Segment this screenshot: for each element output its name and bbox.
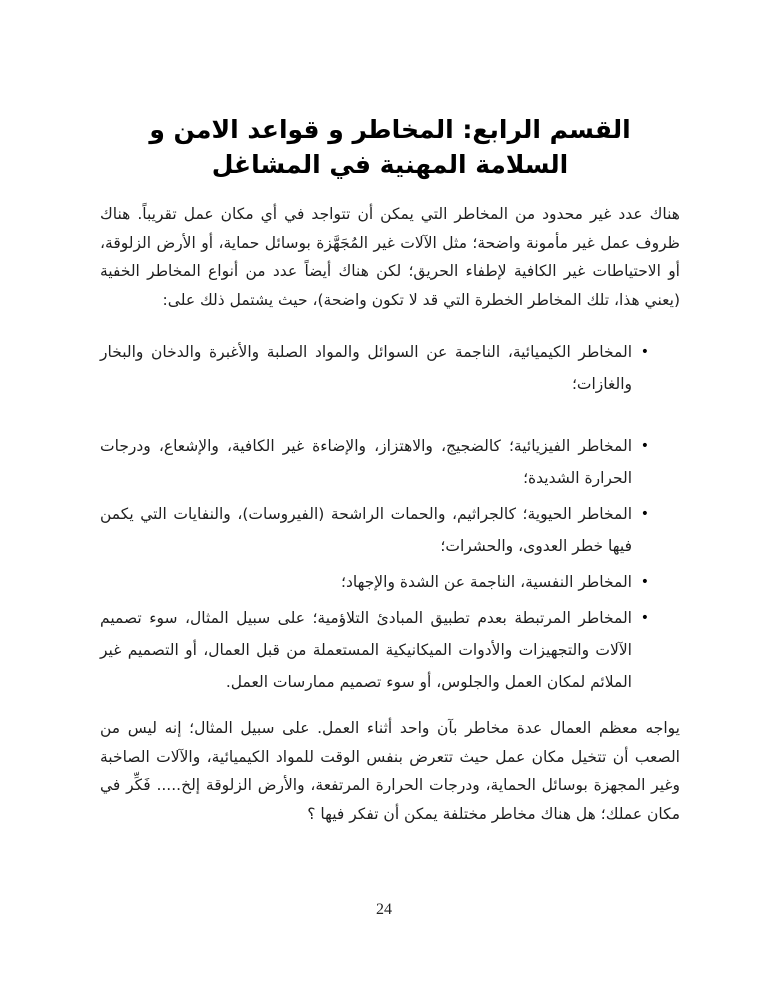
closing-paragraph: يواجه معظم العمال عدة مخاطر بآن واحد أثناء العمل. على سبيل المثال؛ إنه ليس من الصعب أن تتخيل مكان عمل حيث تتعرض بنفس الوقت للمواد الكيميائية، والآلات الصاخبة وغير المجهزة بوسائل الحماية، ودرجات الحرارة المرتفعة، والأرض الزلوقة إلخ..... فَكِّر في مكان عملك؛ هل هناك مخاطر مختلفة يمكن أن تفكر فيها ؟ xyxy=(100,719,680,823)
bullet-icon: • xyxy=(640,610,649,626)
document-title xyxy=(100,112,680,182)
list-item-text: المخاطر المرتبطة بعدم تطبيق المبادئ التلاؤمية؛ على سبيل المثال، سوء تصميم الآلات والتجهيزات والأدوات الميكانيكية المستعملة من قبل العمال، أو التصميم غير الملائم لمكان العمل والجلوس، أو سوء تصميم ممارسات العمل. xyxy=(100,609,632,691)
list-item xyxy=(100,336,649,400)
intro-paragraph: هناك عدد غير محدود من المخاطر التي يمكن أن تتواجد في أي مكان عمل تقريباً. هناك ظروف عمل غير مأمونة واضحة؛ مثل الآلات غير المُجَهَّزة بوسائل حماية، أو الأرض الزلوقة، أو الاحتياطات غير الكافية لإطفاء الحريق؛ لكن هناك أيضاً عدد من أنواع المخاطر الخفية (يعني هذا، تلك المخاطر الخطرة التي قد لا تكون واضحة)، حيث يشتمل ذلك على: xyxy=(100,205,680,309)
list-item xyxy=(100,566,649,598)
document-title-line-1: القسم الرابع: المخاطر و قواعد الامن و xyxy=(149,115,631,144)
bullet-icon: • xyxy=(640,344,649,360)
list-item xyxy=(100,602,649,698)
list-item xyxy=(100,498,649,562)
page-number: 24 xyxy=(376,901,392,918)
list-item-text: المخاطر الفيزيائية؛ كالضجيج، والاهتزاز، والإضاءة غير الكافية، والإشعاع، ودرجات الحرارة الشديدة؛ xyxy=(100,437,632,487)
bullet-icon: • xyxy=(640,506,649,522)
hazard-list xyxy=(100,336,649,698)
bullet-icon: • xyxy=(640,574,649,590)
list-item-text: المخاطر الكيميائية، الناجمة عن السوائل والمواد الصلبة والأغبرة والدخان والبخار والغازات؛ xyxy=(100,343,632,393)
bullet-icon: • xyxy=(640,438,649,454)
list-item-text: المخاطر الحيوية؛ كالجراثيم، والحمات الراشحة (الفيروسات)، والنفايات التي يكمن فيها خطر العدوى، والحشرات؛ xyxy=(100,505,632,555)
list-item xyxy=(100,430,649,494)
document-title-line-2: السلامة المهنية في المشاغل xyxy=(211,150,569,179)
list-item-text: المخاطر النفسية، الناجمة عن الشدة والإجهاد؛ xyxy=(341,573,632,591)
